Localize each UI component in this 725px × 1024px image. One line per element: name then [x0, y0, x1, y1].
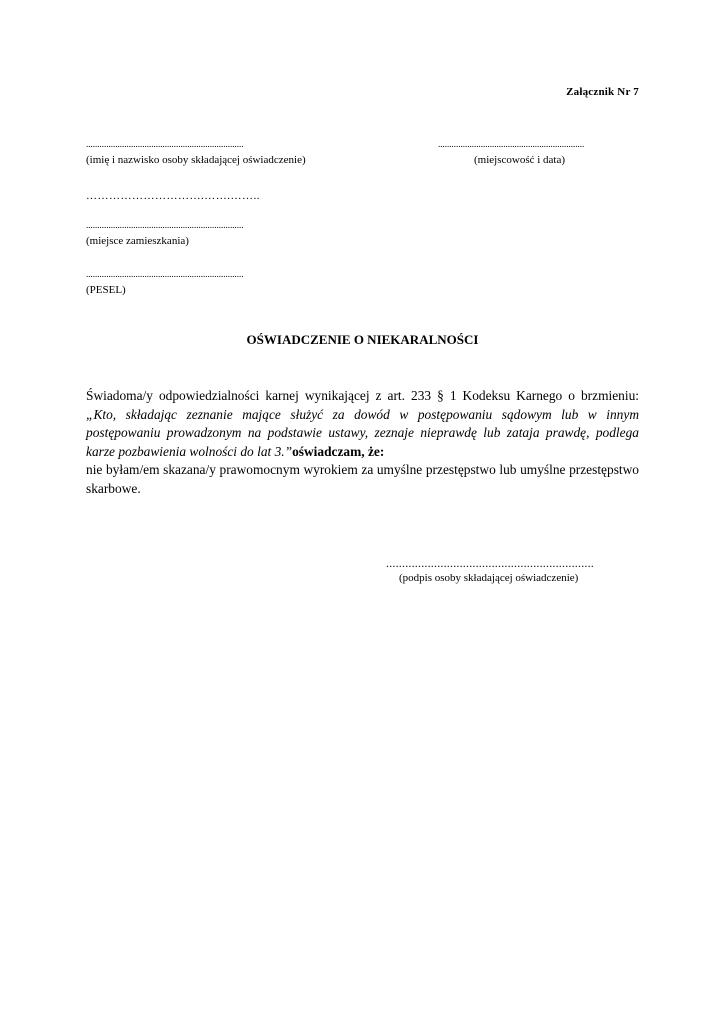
declaration-body [86, 387, 639, 498]
document-title: OŚWIADCZENIE O NIEKARALNOŚCI [246, 332, 479, 347]
residence-caption: (miejsce zamieszkania) [86, 235, 189, 247]
penal-code-quote: „Kto, składając zeznanie mające służyć za dowód w postępowaniu sądowym lub w innym postępowaniu prowadzonym na podstawie ustawy, zeznaje nieprawdę lub zataja prawdę, podlega karze pozbawienia wolności do lat 3.” [86, 406, 639, 459]
name-dotted-line: ...................................................................... [86, 139, 244, 149]
declaration-intro: Świadoma/y odpowiedzialności karnej wynikającej z art. 233 § 1 Kodeksu Karnego o brzmieniu: [86, 388, 639, 403]
signature-dotted-line: ................................................................. [386, 556, 594, 570]
signature-caption: (podpis osoby składającej oświadczenie) [399, 572, 579, 584]
declare-phrase: oświadczam, że: [292, 443, 385, 459]
declaration-paragraph [86, 387, 639, 461]
place-date-caption: (miejscowość i data) [474, 154, 566, 166]
pesel-dotted-line: ...................................................................... [86, 269, 244, 279]
name-caption: (imię i nazwisko osoby składającej oświadczenie) [86, 154, 306, 166]
pesel-caption: (PESEL) [86, 284, 126, 296]
declaration-statement: nie byłam/em skazana/y prawomocnym wyrokiem za umyślne przestępstwo lub umyślne przestępstwo skarbowe. [86, 462, 639, 496]
residence-dotted-line: ...................................................................... [86, 220, 244, 230]
annex-number: Załącznik Nr 7 [566, 86, 639, 98]
extra-dotted-line: ………………………….…….…….. [86, 190, 260, 202]
place-date-dotted-line: ................................................................. [438, 139, 585, 149]
